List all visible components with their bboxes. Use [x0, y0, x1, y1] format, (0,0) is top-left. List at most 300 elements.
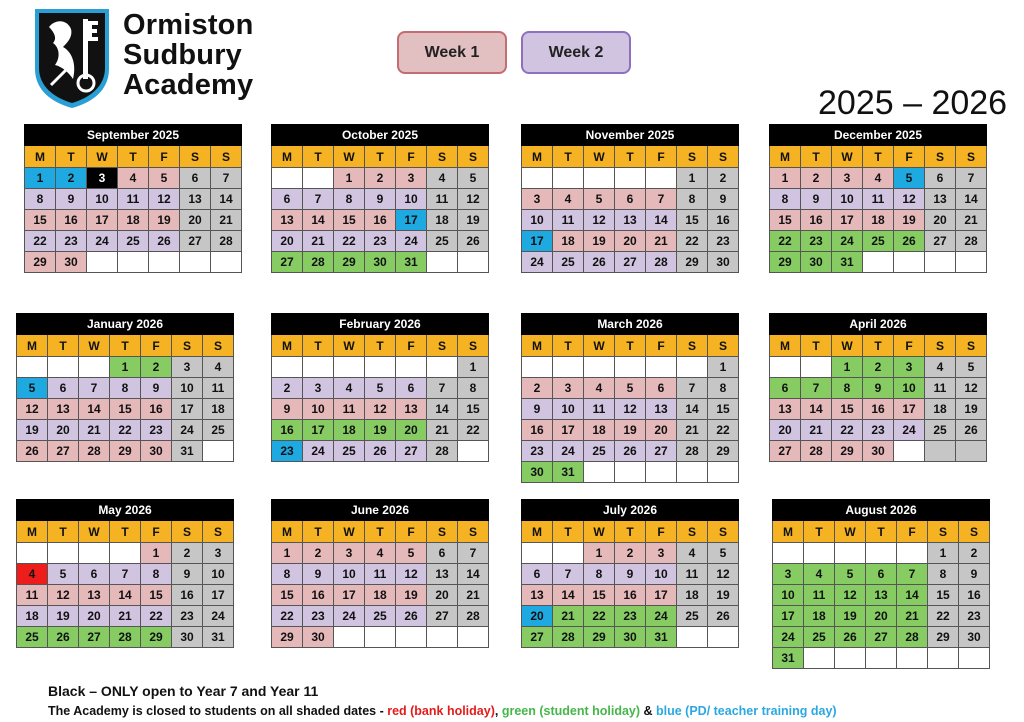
- weekday-header: S: [677, 146, 708, 168]
- day-cell: 12: [584, 210, 615, 231]
- day-cell: 15: [110, 399, 141, 420]
- day-cell: [458, 252, 489, 273]
- day-cell: 24: [894, 420, 925, 441]
- weekday-header: T: [553, 335, 584, 357]
- day-cell: [615, 357, 646, 378]
- day-cell: 13: [925, 189, 956, 210]
- weekday-header: S: [925, 146, 956, 168]
- day-cell: 15: [141, 585, 172, 606]
- day-cell: 27: [48, 441, 79, 462]
- day-cell: 3: [87, 168, 118, 189]
- weekday-header: S: [458, 146, 489, 168]
- day-cell: 12: [894, 189, 925, 210]
- day-cell: 21: [646, 231, 677, 252]
- day-cell: 11: [17, 585, 48, 606]
- day-cell: 21: [897, 606, 928, 627]
- weekday-header: T: [615, 335, 646, 357]
- day-cell: 25: [584, 441, 615, 462]
- day-cell: 31: [773, 648, 804, 669]
- day-cell: [584, 357, 615, 378]
- day-cell: 18: [118, 210, 149, 231]
- month-title: October 2025: [272, 125, 489, 146]
- day-cell: 26: [956, 420, 987, 441]
- day-cell: [17, 357, 48, 378]
- day-cell: 20: [272, 231, 303, 252]
- day-cell: 6: [866, 564, 897, 585]
- weekday-header: W: [835, 521, 866, 543]
- day-cell: 19: [458, 210, 489, 231]
- day-cell: 15: [25, 210, 56, 231]
- day-cell: 13: [770, 399, 801, 420]
- day-cell: 10: [172, 378, 203, 399]
- day-cell: 22: [770, 231, 801, 252]
- day-cell: 23: [708, 231, 739, 252]
- day-cell: 28: [303, 252, 334, 273]
- day-cell: 6: [79, 564, 110, 585]
- day-cell: [925, 252, 956, 273]
- weekday-header: S: [203, 335, 234, 357]
- day-cell: 9: [56, 189, 87, 210]
- day-cell: [897, 543, 928, 564]
- weekday-header: M: [272, 146, 303, 168]
- day-cell: 12: [956, 378, 987, 399]
- day-cell: 24: [87, 231, 118, 252]
- day-cell: 31: [646, 627, 677, 648]
- day-cell: 5: [894, 168, 925, 189]
- day-cell: 27: [180, 231, 211, 252]
- day-cell: [522, 543, 553, 564]
- day-cell: 22: [708, 420, 739, 441]
- weekday-header: S: [677, 521, 708, 543]
- weekday-header: F: [897, 521, 928, 543]
- day-cell: [272, 168, 303, 189]
- day-cell: 24: [203, 606, 234, 627]
- day-cell: 16: [303, 585, 334, 606]
- day-cell: 16: [522, 420, 553, 441]
- day-cell: 2: [272, 378, 303, 399]
- day-cell: 22: [110, 420, 141, 441]
- day-cell: 5: [584, 189, 615, 210]
- day-cell: 22: [832, 420, 863, 441]
- weekday-header: T: [365, 521, 396, 543]
- day-cell: 6: [646, 378, 677, 399]
- day-cell: 3: [894, 357, 925, 378]
- weekday-header: W: [584, 146, 615, 168]
- day-cell: [804, 543, 835, 564]
- weekday-header: T: [615, 521, 646, 543]
- day-cell: [677, 627, 708, 648]
- day-cell: 26: [458, 231, 489, 252]
- day-cell: 19: [894, 210, 925, 231]
- day-cell: 10: [773, 585, 804, 606]
- day-cell: 28: [458, 606, 489, 627]
- day-cell: 9: [303, 564, 334, 585]
- legend-sep: &: [640, 704, 656, 718]
- day-cell: 11: [804, 585, 835, 606]
- day-cell: 21: [553, 606, 584, 627]
- weekday-header: T: [110, 335, 141, 357]
- day-cell: 29: [832, 441, 863, 462]
- day-cell: 9: [172, 564, 203, 585]
- day-cell: 3: [172, 357, 203, 378]
- day-cell: 1: [832, 357, 863, 378]
- weekday-header: S: [956, 146, 987, 168]
- day-cell: 6: [615, 189, 646, 210]
- day-cell: 4: [804, 564, 835, 585]
- day-cell: 20: [646, 420, 677, 441]
- day-cell: 12: [708, 564, 739, 585]
- month-calendar: [271, 124, 489, 273]
- day-cell: 7: [427, 378, 458, 399]
- day-cell: 13: [427, 564, 458, 585]
- day-cell: [866, 543, 897, 564]
- day-cell: 2: [303, 543, 334, 564]
- day-cell: 26: [615, 441, 646, 462]
- day-cell: 28: [79, 441, 110, 462]
- day-cell: 14: [458, 564, 489, 585]
- day-cell: [553, 357, 584, 378]
- day-cell: [897, 648, 928, 669]
- day-cell: 8: [334, 189, 365, 210]
- day-cell: 13: [79, 585, 110, 606]
- weekday-header: S: [956, 335, 987, 357]
- weekday-header: F: [141, 335, 172, 357]
- weekday-header: T: [365, 335, 396, 357]
- day-cell: [553, 168, 584, 189]
- month-title: January 2026: [17, 314, 234, 335]
- weekday-header: M: [17, 521, 48, 543]
- month-title: March 2026: [522, 314, 739, 335]
- day-cell: 2: [522, 378, 553, 399]
- day-cell: 21: [110, 606, 141, 627]
- day-cell: 3: [334, 543, 365, 564]
- day-cell: 4: [553, 189, 584, 210]
- day-cell: 1: [110, 357, 141, 378]
- day-cell: 22: [334, 231, 365, 252]
- day-cell: 1: [770, 168, 801, 189]
- day-cell: [110, 543, 141, 564]
- day-cell: 13: [646, 399, 677, 420]
- day-cell: [334, 357, 365, 378]
- day-cell: 7: [897, 564, 928, 585]
- day-cell: 9: [615, 564, 646, 585]
- day-cell: 17: [87, 210, 118, 231]
- day-cell: 17: [894, 399, 925, 420]
- day-cell: [959, 648, 990, 669]
- day-cell: 6: [272, 189, 303, 210]
- day-cell: [894, 252, 925, 273]
- weekday-header: T: [365, 146, 396, 168]
- day-cell: [149, 252, 180, 273]
- day-cell: [835, 543, 866, 564]
- day-cell: 17: [832, 210, 863, 231]
- day-cell: 26: [149, 231, 180, 252]
- day-cell: 18: [334, 420, 365, 441]
- day-cell: 7: [677, 378, 708, 399]
- day-cell: 5: [458, 168, 489, 189]
- day-cell: 15: [832, 399, 863, 420]
- day-cell: 7: [303, 189, 334, 210]
- day-cell: 11: [553, 210, 584, 231]
- day-cell: [584, 462, 615, 483]
- day-cell: 20: [180, 210, 211, 231]
- weekday-header: F: [396, 146, 427, 168]
- day-cell: 14: [211, 189, 242, 210]
- day-cell: [804, 648, 835, 669]
- day-cell: 4: [925, 357, 956, 378]
- day-cell: 1: [25, 168, 56, 189]
- day-cell: 24: [396, 231, 427, 252]
- weekday-header: F: [141, 521, 172, 543]
- weekday-header: M: [272, 521, 303, 543]
- day-cell: 9: [801, 189, 832, 210]
- day-cell: 4: [677, 543, 708, 564]
- weekday-header: F: [646, 521, 677, 543]
- day-cell: [835, 648, 866, 669]
- day-cell: 21: [79, 420, 110, 441]
- day-cell: 8: [708, 378, 739, 399]
- weekday-header: S: [458, 335, 489, 357]
- day-cell: [925, 441, 956, 462]
- day-cell: 2: [959, 543, 990, 564]
- day-cell: 3: [303, 378, 334, 399]
- day-cell: 21: [801, 420, 832, 441]
- day-cell: 1: [677, 168, 708, 189]
- month-title: August 2026: [773, 500, 990, 521]
- day-cell: 5: [956, 357, 987, 378]
- day-cell: 11: [427, 189, 458, 210]
- day-cell: 4: [584, 378, 615, 399]
- day-cell: 30: [56, 252, 87, 273]
- day-cell: 19: [615, 420, 646, 441]
- day-cell: 30: [141, 441, 172, 462]
- day-cell: 1: [928, 543, 959, 564]
- day-cell: 18: [863, 210, 894, 231]
- day-cell: 31: [396, 252, 427, 273]
- day-cell: 25: [334, 441, 365, 462]
- day-cell: 29: [677, 252, 708, 273]
- day-cell: 10: [894, 378, 925, 399]
- day-cell: 19: [584, 231, 615, 252]
- day-cell: 23: [959, 606, 990, 627]
- day-cell: 28: [553, 627, 584, 648]
- day-cell: 22: [928, 606, 959, 627]
- legend-sep: ,: [494, 704, 502, 718]
- day-cell: [211, 252, 242, 273]
- day-cell: 1: [272, 543, 303, 564]
- school-name: [123, 10, 254, 100]
- day-cell: [17, 543, 48, 564]
- day-cell: 24: [832, 231, 863, 252]
- day-cell: [708, 462, 739, 483]
- day-cell: 2: [615, 543, 646, 564]
- day-cell: 23: [863, 420, 894, 441]
- month-calendar: [16, 499, 234, 648]
- day-cell: 13: [615, 210, 646, 231]
- day-cell: 9: [959, 564, 990, 585]
- day-cell: 4: [427, 168, 458, 189]
- day-cell: [770, 357, 801, 378]
- day-cell: 20: [79, 606, 110, 627]
- weekday-header: T: [303, 146, 334, 168]
- day-cell: 16: [708, 210, 739, 231]
- month-calendar: [769, 124, 987, 273]
- weekday-header: T: [804, 521, 835, 543]
- day-cell: 7: [801, 378, 832, 399]
- day-cell: 20: [866, 606, 897, 627]
- month-calendar: [271, 313, 489, 462]
- academy-crest-icon: [33, 7, 111, 109]
- day-cell: 7: [553, 564, 584, 585]
- day-cell: 19: [365, 420, 396, 441]
- weekday-header: F: [646, 146, 677, 168]
- day-cell: [203, 441, 234, 462]
- day-cell: 23: [615, 606, 646, 627]
- weekday-header: S: [172, 521, 203, 543]
- day-cell: 29: [584, 627, 615, 648]
- day-cell: 15: [677, 210, 708, 231]
- day-cell: 20: [615, 231, 646, 252]
- day-cell: 3: [646, 543, 677, 564]
- day-cell: 26: [17, 441, 48, 462]
- day-cell: 6: [925, 168, 956, 189]
- weekday-header: T: [48, 521, 79, 543]
- day-cell: 27: [522, 627, 553, 648]
- day-cell: 27: [646, 441, 677, 462]
- day-cell: [522, 357, 553, 378]
- day-cell: 27: [396, 441, 427, 462]
- weekday-header: T: [303, 521, 334, 543]
- day-cell: [522, 168, 553, 189]
- day-cell: 16: [141, 399, 172, 420]
- weekday-header: S: [427, 335, 458, 357]
- day-cell: 1: [334, 168, 365, 189]
- day-cell: 20: [427, 585, 458, 606]
- weekday-header: S: [203, 521, 234, 543]
- weekday-header: W: [79, 335, 110, 357]
- day-cell: 4: [203, 357, 234, 378]
- day-cell: 21: [956, 210, 987, 231]
- day-cell: 28: [646, 252, 677, 273]
- day-cell: 12: [458, 189, 489, 210]
- day-cell: 12: [17, 399, 48, 420]
- day-cell: 11: [118, 189, 149, 210]
- day-cell: 29: [928, 627, 959, 648]
- day-cell: 30: [708, 252, 739, 273]
- day-cell: 23: [141, 420, 172, 441]
- weekday-header: S: [172, 335, 203, 357]
- week1-key: Week 1: [397, 31, 507, 74]
- day-cell: 4: [17, 564, 48, 585]
- day-cell: 28: [110, 627, 141, 648]
- day-cell: 2: [708, 168, 739, 189]
- day-cell: 11: [863, 189, 894, 210]
- day-cell: 2: [365, 168, 396, 189]
- day-cell: 23: [522, 441, 553, 462]
- day-cell: 31: [172, 441, 203, 462]
- day-cell: 4: [334, 378, 365, 399]
- day-cell: 5: [615, 378, 646, 399]
- day-cell: 27: [770, 441, 801, 462]
- day-cell: 19: [149, 210, 180, 231]
- day-cell: [553, 543, 584, 564]
- day-cell: 31: [553, 462, 584, 483]
- day-cell: [118, 252, 149, 273]
- day-cell: 23: [801, 231, 832, 252]
- day-cell: 2: [172, 543, 203, 564]
- month-calendar: [521, 313, 739, 483]
- day-cell: 26: [835, 627, 866, 648]
- weekday-header: W: [832, 146, 863, 168]
- day-cell: 29: [110, 441, 141, 462]
- day-cell: 8: [770, 189, 801, 210]
- day-cell: 27: [866, 627, 897, 648]
- day-cell: 22: [584, 606, 615, 627]
- month-calendar: [521, 499, 739, 648]
- day-cell: 16: [863, 399, 894, 420]
- day-cell: 9: [708, 189, 739, 210]
- day-cell: 17: [172, 399, 203, 420]
- day-cell: 10: [203, 564, 234, 585]
- day-cell: 2: [56, 168, 87, 189]
- day-cell: 6: [396, 378, 427, 399]
- day-cell: 30: [863, 441, 894, 462]
- day-cell: 5: [835, 564, 866, 585]
- month-calendar: [271, 499, 489, 648]
- day-cell: 17: [773, 606, 804, 627]
- weekday-header: F: [894, 146, 925, 168]
- day-cell: 11: [584, 399, 615, 420]
- day-cell: [427, 627, 458, 648]
- weekday-header: T: [863, 335, 894, 357]
- day-cell: 2: [863, 357, 894, 378]
- day-cell: 22: [25, 231, 56, 252]
- day-cell: 25: [804, 627, 835, 648]
- day-cell: 29: [708, 441, 739, 462]
- month-title: July 2026: [522, 500, 739, 521]
- day-cell: 16: [172, 585, 203, 606]
- weekday-header: T: [615, 146, 646, 168]
- weekday-header: M: [770, 335, 801, 357]
- day-cell: 22: [458, 420, 489, 441]
- day-cell: 31: [832, 252, 863, 273]
- day-cell: 19: [835, 606, 866, 627]
- day-cell: 17: [303, 420, 334, 441]
- day-cell: [87, 252, 118, 273]
- day-cell: 8: [458, 378, 489, 399]
- day-cell: 11: [203, 378, 234, 399]
- day-cell: 19: [396, 585, 427, 606]
- day-cell: 23: [172, 606, 203, 627]
- day-cell: [584, 168, 615, 189]
- day-cell: 21: [458, 585, 489, 606]
- weekday-header: T: [110, 521, 141, 543]
- day-cell: 28: [801, 441, 832, 462]
- day-cell: 24: [553, 441, 584, 462]
- day-cell: 3: [396, 168, 427, 189]
- day-cell: 6: [770, 378, 801, 399]
- day-cell: 1: [708, 357, 739, 378]
- weekday-header: T: [553, 521, 584, 543]
- weekday-header: S: [708, 335, 739, 357]
- weekday-header: T: [866, 521, 897, 543]
- day-cell: 20: [522, 606, 553, 627]
- weekday-header: S: [928, 521, 959, 543]
- day-cell: 1: [584, 543, 615, 564]
- day-cell: 8: [677, 189, 708, 210]
- legend-blue: blue (PD/ teacher training day): [656, 704, 837, 718]
- day-cell: 9: [863, 378, 894, 399]
